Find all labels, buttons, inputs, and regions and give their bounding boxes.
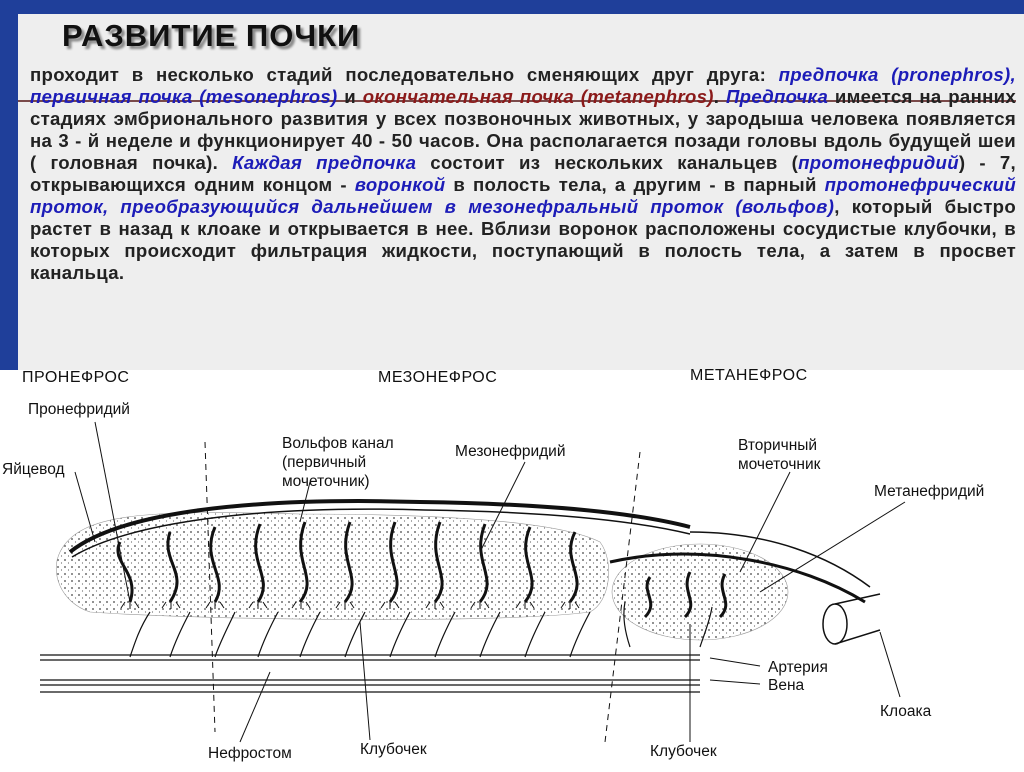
label-pronephridium: Пронефридий [28, 401, 130, 418]
mesonephros-body [56, 513, 608, 620]
paragraph-run: протонефридий [798, 152, 959, 173]
paragraph-run: ) - 7, открывающихся одним концом - [30, 152, 1016, 195]
paragraph-run: проходит в несколько стадий последовательно сменяющих друг друга: [30, 64, 779, 85]
paragraph-run: и [337, 86, 363, 107]
label-mesonephros: МЕЗОНЕФРОС [378, 369, 498, 386]
paragraph-run: состоит из нескольких канальцев ( [416, 152, 799, 173]
label-glomerulus-1: Клубочек [360, 741, 427, 758]
label-glomerulus-2: Клубочек [650, 743, 717, 760]
label-artery: Артерия [768, 659, 828, 676]
body-paragraph [30, 64, 1016, 284]
paragraph-run: имеется на ранних стадиях эмбрионального развития у всех позвоночных животных, у зародыша человека появляется на 3 - й неделе и функционирует 40 - 50 часов. Она располагается позади головы вдоль будущей шеи ( головная почка). [30, 86, 1017, 173]
label-vein: Вена [768, 677, 805, 694]
label-wolffian-duct: Вольфов канал (первичный мочеточник) [282, 435, 394, 490]
paragraph-run: , который быстро растет в назад к клоаке и открывается в нее. Вблизи воронок расположены сосудистые клубочки, в которых происходит фильтрация жидкости, поступающий в полость тела, а затем в просвет канальца. [30, 196, 1016, 283]
paragraph-run: . [713, 86, 726, 107]
label-mesonephridium: Мезонефридий [455, 443, 566, 460]
artery-vein [40, 655, 700, 692]
paragraph-run: в полость тела, а другим - в парный [445, 174, 825, 195]
label-secondary-ureter: Вторичный мочеточник [738, 437, 821, 473]
label-nephrostome: Нефростом [208, 745, 292, 762]
paragraph-run: Каждая предпочка [232, 152, 417, 173]
paragraph-run: окончательная почка (metanephros) [362, 86, 714, 107]
label-pronephros: ПРОНЕФРОС [22, 369, 130, 386]
top-accent-bar [0, 0, 1024, 14]
left-accent-bar [0, 0, 18, 370]
slide-title: РАЗВИТИЕ ПОЧКИ [62, 18, 361, 53]
paragraph-run: Предпочка [726, 86, 829, 107]
label-cloaca: Клоака [880, 703, 932, 720]
label-metanephridium: Метанефридий [874, 483, 985, 500]
label-oviduct: Яйцевод [2, 461, 65, 478]
paragraph-run: предпочка (pronephros), первичная почка (mesonephros) [30, 64, 1016, 107]
paragraph-run: протонефрический проток, преобразующийся дальнейшем в мезонефральный проток (вольфов) [30, 174, 1016, 217]
label-metanephros: МЕТАНЕФРОС [690, 367, 808, 384]
kidney-development-diagram [0, 362, 1024, 767]
paragraph-run: воронкой [354, 174, 446, 195]
diagram-drawing [0, 362, 1024, 767]
